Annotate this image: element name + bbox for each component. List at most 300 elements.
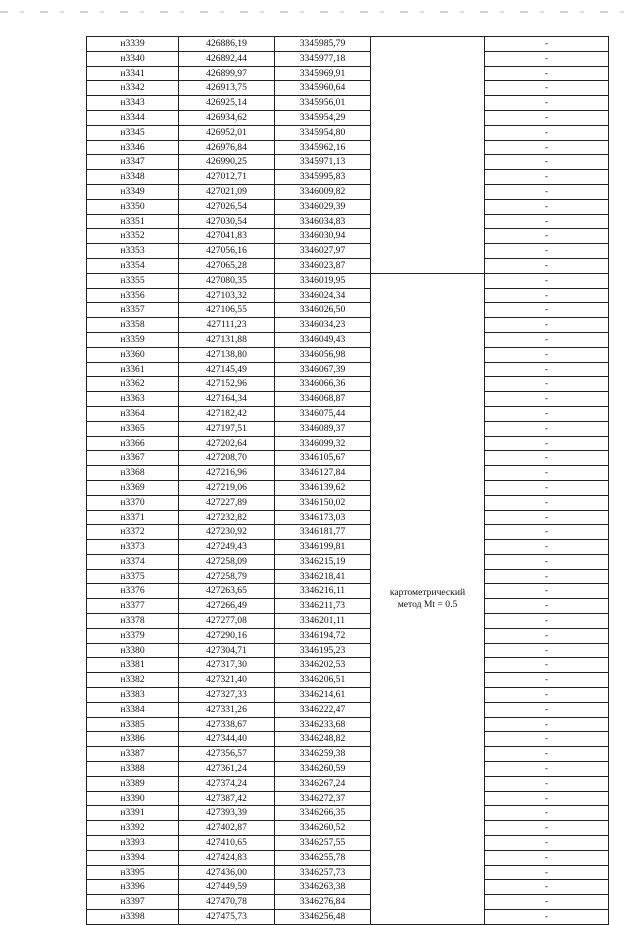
point-id-cell: н3360: [87, 347, 179, 362]
point-id-cell: н3358: [87, 318, 179, 333]
coord-x-cell: 427012,71: [179, 170, 275, 185]
dash-cell: -: [485, 554, 609, 569]
dash-cell: -: [485, 673, 609, 688]
table-row: [87, 688, 609, 703]
table-row: [87, 155, 609, 170]
coord-y-cell: 3346214,61: [275, 688, 371, 703]
dash-cell: -: [485, 140, 609, 155]
table-row: [87, 362, 609, 377]
dash-cell: -: [485, 303, 609, 318]
dash-cell: -: [485, 273, 609, 288]
coord-x-cell: 427227,89: [179, 495, 275, 510]
dash-cell: -: [485, 480, 609, 495]
coord-y-cell: 3346211,73: [275, 599, 371, 614]
point-id-cell: н3350: [87, 199, 179, 214]
table-row: [87, 110, 609, 125]
point-id-cell: н3357: [87, 303, 179, 318]
coord-x-cell: 427080,35: [179, 273, 275, 288]
coord-x-cell: 427197,51: [179, 421, 275, 436]
point-id-cell: н3371: [87, 510, 179, 525]
point-id-cell: н3341: [87, 66, 179, 81]
point-id-cell: н3398: [87, 910, 179, 925]
dash-cell: -: [485, 318, 609, 333]
coordinates-table-body: [87, 37, 609, 925]
coord-x-cell: 427361,24: [179, 762, 275, 777]
coord-x-cell: 427258,79: [179, 569, 275, 584]
coord-y-cell: 3345954,29: [275, 110, 371, 125]
dash-cell: -: [485, 436, 609, 451]
dash-cell: -: [485, 110, 609, 125]
dash-cell: -: [485, 806, 609, 821]
point-id-cell: н3367: [87, 451, 179, 466]
coord-x-cell: 427103,32: [179, 288, 275, 303]
dash-cell: -: [485, 569, 609, 584]
point-id-cell: н3391: [87, 806, 179, 821]
point-id-cell: н3385: [87, 717, 179, 732]
coord-y-cell: 3346195,23: [275, 643, 371, 658]
point-id-cell: н3340: [87, 51, 179, 66]
dash-cell: -: [485, 125, 609, 140]
table-row: [87, 377, 609, 392]
dash-cell: -: [485, 466, 609, 481]
point-id-cell: н3373: [87, 540, 179, 555]
dash-cell: -: [485, 880, 609, 895]
coord-y-cell: 3345971,13: [275, 155, 371, 170]
dash-cell: -: [485, 96, 609, 111]
coord-x-cell: 426892,44: [179, 51, 275, 66]
dash-cell: -: [485, 688, 609, 703]
point-id-cell: н3386: [87, 732, 179, 747]
table-row: [87, 347, 609, 362]
coord-x-cell: 427021,09: [179, 184, 275, 199]
table-row: [87, 318, 609, 333]
table-row: [87, 466, 609, 481]
point-id-cell: н3349: [87, 184, 179, 199]
coord-x-cell: 427232,82: [179, 510, 275, 525]
coordinates-table: [86, 36, 609, 925]
point-id-cell: н3376: [87, 584, 179, 599]
point-id-cell: н3388: [87, 762, 179, 777]
point-id-cell: н3354: [87, 258, 179, 273]
dash-cell: -: [485, 525, 609, 540]
dash-cell: -: [485, 214, 609, 229]
coord-x-cell: 427145,49: [179, 362, 275, 377]
coord-y-cell: 3346019,95: [275, 273, 371, 288]
table-row: [87, 643, 609, 658]
point-id-cell: н3370: [87, 495, 179, 510]
point-id-cell: н3363: [87, 392, 179, 407]
point-id-cell: н3377: [87, 599, 179, 614]
coord-y-cell: 3346027,97: [275, 244, 371, 259]
dash-cell: -: [485, 776, 609, 791]
coord-y-cell: 3346150,02: [275, 495, 371, 510]
dash-cell: -: [485, 732, 609, 747]
table-row: [87, 776, 609, 791]
table-row: [87, 421, 609, 436]
coord-y-cell: 3345985,79: [275, 37, 371, 52]
table-row: [87, 880, 609, 895]
table-row: [87, 702, 609, 717]
coord-x-cell: 427290,16: [179, 628, 275, 643]
coord-x-cell: 427164,34: [179, 392, 275, 407]
dash-cell: -: [485, 332, 609, 347]
coord-x-cell: 427331,26: [179, 702, 275, 717]
coord-x-cell: 427230,92: [179, 525, 275, 540]
point-id-cell: н3392: [87, 821, 179, 836]
table-row: [87, 125, 609, 140]
table-row: [87, 258, 609, 273]
coord-y-cell: 3346030,94: [275, 229, 371, 244]
point-id-cell: н3362: [87, 377, 179, 392]
coord-y-cell: 3346026,50: [275, 303, 371, 318]
coord-y-cell: 3346127,84: [275, 466, 371, 481]
table-row: [87, 821, 609, 836]
point-id-cell: н3348: [87, 170, 179, 185]
coord-y-cell: 3346257,73: [275, 865, 371, 880]
coord-x-cell: 427356,57: [179, 747, 275, 762]
coord-y-cell: 3345954,80: [275, 125, 371, 140]
coord-y-cell: 3345960,64: [275, 81, 371, 96]
dash-cell: -: [485, 184, 609, 199]
table-row: [87, 451, 609, 466]
table-row: [87, 540, 609, 555]
point-id-cell: н3347: [87, 155, 179, 170]
table-row: [87, 332, 609, 347]
dash-cell: -: [485, 836, 609, 851]
dash-cell: -: [485, 865, 609, 880]
coord-x-cell: 427470,78: [179, 895, 275, 910]
coord-y-cell: 3346024,34: [275, 288, 371, 303]
coord-y-cell: 3346233,68: [275, 717, 371, 732]
point-id-cell: н3394: [87, 850, 179, 865]
coord-y-cell: 3346139,62: [275, 480, 371, 495]
point-id-cell: н3345: [87, 125, 179, 140]
coord-x-cell: 426913,75: [179, 81, 275, 96]
coord-y-cell: 3346089,37: [275, 421, 371, 436]
dash-cell: -: [485, 791, 609, 806]
coord-y-cell: 3346034,23: [275, 318, 371, 333]
coord-y-cell: 3346181,77: [275, 525, 371, 540]
dash-cell: -: [485, 170, 609, 185]
table-row: [87, 436, 609, 451]
coord-x-cell: 426899,97: [179, 66, 275, 81]
coord-y-cell: 3346067,39: [275, 362, 371, 377]
table-row: [87, 614, 609, 629]
point-id-cell: н3356: [87, 288, 179, 303]
point-id-cell: н3343: [87, 96, 179, 111]
method-label-line2: метод Mt = 0.5: [397, 598, 458, 610]
point-id-cell: н3359: [87, 332, 179, 347]
dash-cell: -: [485, 392, 609, 407]
table-row: [87, 81, 609, 96]
table-row: [87, 244, 609, 259]
table-row: [87, 96, 609, 111]
dash-cell: -: [485, 762, 609, 777]
coord-x-cell: 427327,33: [179, 688, 275, 703]
dash-cell: -: [485, 288, 609, 303]
point-id-cell: н3374: [87, 554, 179, 569]
coord-x-cell: 427152,96: [179, 377, 275, 392]
point-id-cell: н3353: [87, 244, 179, 259]
coord-y-cell: 3346034,83: [275, 214, 371, 229]
dash-cell: -: [485, 81, 609, 96]
dash-cell: -: [485, 66, 609, 81]
coord-x-cell: 427374,24: [179, 776, 275, 791]
coord-y-cell: 3346099,32: [275, 436, 371, 451]
coord-y-cell: 3346255,78: [275, 850, 371, 865]
dash-cell: -: [485, 821, 609, 836]
method-cell-upper: [371, 37, 485, 274]
coord-x-cell: 427041,83: [179, 229, 275, 244]
point-id-cell: н3379: [87, 628, 179, 643]
dash-cell: -: [485, 51, 609, 66]
method-cell: [371, 273, 485, 924]
coord-y-cell: 3345962,16: [275, 140, 371, 155]
point-id-cell: н3395: [87, 865, 179, 880]
coord-x-cell: 427424,83: [179, 850, 275, 865]
coord-x-cell: 426990,25: [179, 155, 275, 170]
coord-x-cell: 427436,00: [179, 865, 275, 880]
table-row: [87, 184, 609, 199]
coord-x-cell: 427249,43: [179, 540, 275, 555]
dash-cell: -: [485, 747, 609, 762]
table-row: [87, 584, 609, 599]
coord-y-cell: 3346260,52: [275, 821, 371, 836]
dash-cell: -: [485, 717, 609, 732]
point-id-cell: н3382: [87, 673, 179, 688]
table-row: [87, 229, 609, 244]
table-row: [87, 214, 609, 229]
coord-x-cell: 427065,28: [179, 258, 275, 273]
table-row: [87, 791, 609, 806]
coord-y-cell: 3346194,72: [275, 628, 371, 643]
point-id-cell: н3352: [87, 229, 179, 244]
table-row: [87, 288, 609, 303]
coord-x-cell: 427321,40: [179, 673, 275, 688]
table-row: [87, 673, 609, 688]
point-id-cell: н3381: [87, 658, 179, 673]
coord-y-cell: 3346263,38: [275, 880, 371, 895]
coord-y-cell: 3346173,03: [275, 510, 371, 525]
point-id-cell: н3344: [87, 110, 179, 125]
table-row: [87, 895, 609, 910]
coord-y-cell: 3346222,47: [275, 702, 371, 717]
dash-cell: -: [485, 258, 609, 273]
point-id-cell: н3342: [87, 81, 179, 96]
dash-cell: -: [485, 347, 609, 362]
table-row: [87, 273, 609, 288]
point-id-cell: н3372: [87, 525, 179, 540]
table-row: [87, 51, 609, 66]
coord-x-cell: 427338,67: [179, 717, 275, 732]
coord-y-cell: 3346056,98: [275, 347, 371, 362]
dash-cell: -: [485, 421, 609, 436]
coord-y-cell: 3346259,38: [275, 747, 371, 762]
dash-cell: -: [485, 495, 609, 510]
point-id-cell: н3351: [87, 214, 179, 229]
table-row: [87, 599, 609, 614]
coord-x-cell: 427106,55: [179, 303, 275, 318]
table-row: [87, 406, 609, 421]
dash-cell: -: [485, 199, 609, 214]
coord-x-cell: 427202,64: [179, 436, 275, 451]
coord-x-cell: 426886,19: [179, 37, 275, 52]
coord-x-cell: 427393,39: [179, 806, 275, 821]
coord-y-cell: 3346256,48: [275, 910, 371, 925]
dash-cell: -: [485, 584, 609, 599]
coord-y-cell: 3346105,67: [275, 451, 371, 466]
coord-y-cell: 3346009,82: [275, 184, 371, 199]
dash-cell: -: [485, 540, 609, 555]
dash-cell: -: [485, 377, 609, 392]
point-id-cell: н3375: [87, 569, 179, 584]
dash-cell: -: [485, 155, 609, 170]
table-row: [87, 303, 609, 318]
coord-y-cell: 3346267,24: [275, 776, 371, 791]
coord-x-cell: 427263,65: [179, 584, 275, 599]
table-row: [87, 170, 609, 185]
point-id-cell: н3396: [87, 880, 179, 895]
dash-cell: -: [485, 451, 609, 466]
table-row: [87, 747, 609, 762]
point-id-cell: н3390: [87, 791, 179, 806]
coord-y-cell: 3346215,19: [275, 554, 371, 569]
coord-x-cell: 427387,42: [179, 791, 275, 806]
coord-x-cell: 427402,87: [179, 821, 275, 836]
point-id-cell: н3368: [87, 466, 179, 481]
coord-y-cell: 3346248,82: [275, 732, 371, 747]
table-row: [87, 480, 609, 495]
dash-cell: -: [485, 37, 609, 52]
table-row: [87, 732, 609, 747]
table-row: [87, 628, 609, 643]
dash-cell: -: [485, 895, 609, 910]
point-id-cell: н3393: [87, 836, 179, 851]
coord-x-cell: 427138,80: [179, 347, 275, 362]
coord-y-cell: 3346257,55: [275, 836, 371, 851]
table-row: [87, 658, 609, 673]
coord-y-cell: 3346075,44: [275, 406, 371, 421]
coord-x-cell: 427266,49: [179, 599, 275, 614]
table-row: [87, 865, 609, 880]
coord-y-cell: 3346260,59: [275, 762, 371, 777]
dash-cell: -: [485, 643, 609, 658]
point-id-cell: н3380: [87, 643, 179, 658]
table-row: [87, 525, 609, 540]
table-row: [87, 495, 609, 510]
coord-x-cell: 426934,62: [179, 110, 275, 125]
coord-y-cell: 3346206,51: [275, 673, 371, 688]
dash-cell: -: [485, 614, 609, 629]
coord-x-cell: 427111,23: [179, 318, 275, 333]
table-row: [87, 392, 609, 407]
coord-x-cell: 426925,14: [179, 96, 275, 111]
coord-x-cell: 426952,01: [179, 125, 275, 140]
coord-x-cell: 427208,70: [179, 451, 275, 466]
coord-x-cell: 427258,09: [179, 554, 275, 569]
coord-y-cell: 3346216,11: [275, 584, 371, 599]
point-id-cell: н3384: [87, 702, 179, 717]
point-id-cell: н3387: [87, 747, 179, 762]
coord-x-cell: 427449,59: [179, 880, 275, 895]
coord-x-cell: 427317,30: [179, 658, 275, 673]
point-id-cell: н3383: [87, 688, 179, 703]
point-id-cell: н3366: [87, 436, 179, 451]
coord-y-cell: 3345956,01: [275, 96, 371, 111]
coord-y-cell: 3346023,87: [275, 258, 371, 273]
coord-y-cell: 3345977,18: [275, 51, 371, 66]
coord-x-cell: 427030,54: [179, 214, 275, 229]
coord-x-cell: 427277,08: [179, 614, 275, 629]
dash-cell: -: [485, 510, 609, 525]
coord-x-cell: 427216,96: [179, 466, 275, 481]
coord-y-cell: 3346276,84: [275, 895, 371, 910]
table-row: [87, 910, 609, 925]
coord-x-cell: 427026,54: [179, 199, 275, 214]
coord-y-cell: 3345969,91: [275, 66, 371, 81]
coord-x-cell: 426976,84: [179, 140, 275, 155]
coord-x-cell: 427304,71: [179, 643, 275, 658]
table-row: [87, 510, 609, 525]
scan-artifact-line: [0, 11, 640, 13]
coord-x-cell: 427219,06: [179, 480, 275, 495]
coord-y-cell: 3346218,41: [275, 569, 371, 584]
point-id-cell: н3389: [87, 776, 179, 791]
coord-x-cell: 427131,88: [179, 332, 275, 347]
point-id-cell: н3378: [87, 614, 179, 629]
point-id-cell: н3355: [87, 273, 179, 288]
table-row: [87, 806, 609, 821]
coord-x-cell: 427475,73: [179, 910, 275, 925]
coord-y-cell: 3346272,37: [275, 791, 371, 806]
point-id-cell: н3365: [87, 421, 179, 436]
dash-cell: -: [485, 406, 609, 421]
coord-x-cell: 427056,16: [179, 244, 275, 259]
coord-x-cell: 427182,42: [179, 406, 275, 421]
table-row: [87, 850, 609, 865]
dash-cell: -: [485, 910, 609, 925]
table-row: [87, 717, 609, 732]
table-row: [87, 37, 609, 52]
coord-x-cell: 427410,65: [179, 836, 275, 851]
dash-cell: -: [485, 599, 609, 614]
table-row: [87, 199, 609, 214]
dash-cell: -: [485, 244, 609, 259]
table-row: [87, 140, 609, 155]
table-row: [87, 569, 609, 584]
point-id-cell: н3339: [87, 37, 179, 52]
table-row: [87, 836, 609, 851]
coord-y-cell: 3346201,11: [275, 614, 371, 629]
coord-y-cell: 3346049,43: [275, 332, 371, 347]
dash-cell: -: [485, 628, 609, 643]
method-label-line1: картометрический: [389, 586, 466, 598]
coord-y-cell: 3346029,39: [275, 199, 371, 214]
coord-y-cell: 3345995,83: [275, 170, 371, 185]
coord-y-cell: 3346199,81: [275, 540, 371, 555]
coord-y-cell: 3346066,36: [275, 377, 371, 392]
dash-cell: -: [485, 702, 609, 717]
point-id-cell: н3346: [87, 140, 179, 155]
coord-y-cell: 3346266,35: [275, 806, 371, 821]
point-id-cell: н3364: [87, 406, 179, 421]
table-row: [87, 554, 609, 569]
table-row: [87, 66, 609, 81]
dash-cell: -: [485, 229, 609, 244]
coord-y-cell: 3346202,53: [275, 658, 371, 673]
point-id-cell: н3369: [87, 480, 179, 495]
dash-cell: -: [485, 362, 609, 377]
